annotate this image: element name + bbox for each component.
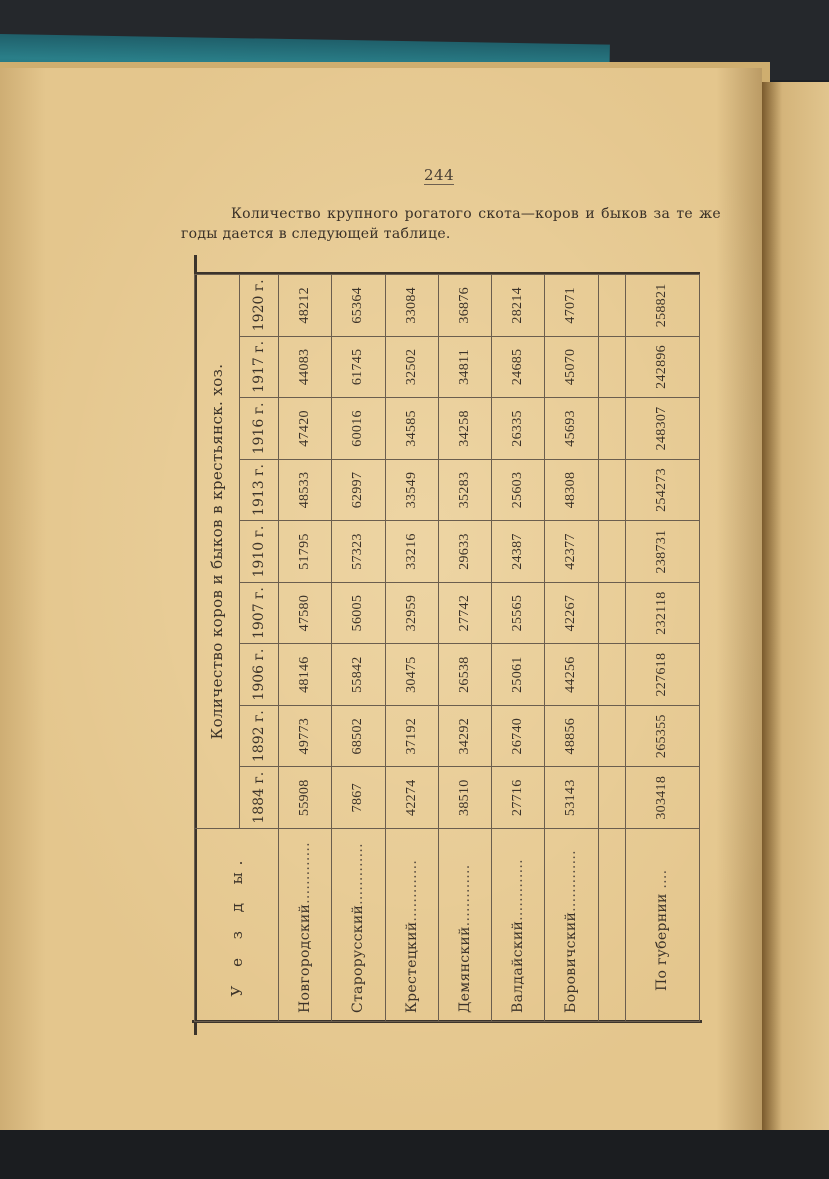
total-cell: 232118 bbox=[625, 582, 699, 644]
table-row bbox=[545, 275, 598, 1022]
table-cell: 55842 bbox=[332, 644, 385, 706]
table-cell: 48856 bbox=[545, 705, 598, 767]
page-number: 244 bbox=[424, 166, 455, 184]
table-cell: 26538 bbox=[438, 644, 491, 706]
table-cell: 25061 bbox=[492, 644, 545, 706]
table-cell: 34292 bbox=[438, 705, 491, 767]
year-header: 1917 г. bbox=[240, 336, 279, 398]
next-page-edge bbox=[762, 82, 829, 1130]
table-cell: 30475 bbox=[385, 644, 438, 706]
group-header: Количество коров и быков в крестьянск. хоз. bbox=[195, 275, 240, 829]
intro-paragraph: Количество крупного рогатого скота—коров и быков за те же годы дается в следующей таблице. bbox=[181, 206, 721, 242]
table-cell: 44256 bbox=[545, 644, 598, 706]
total-cell: 242896 bbox=[625, 336, 699, 398]
total-cell: 227618 bbox=[625, 644, 699, 706]
table-cell: 27716 bbox=[492, 767, 545, 829]
year-header: 1907 г. bbox=[240, 582, 279, 644]
table-cell: 36876 bbox=[438, 275, 491, 337]
table-cell: 26335 bbox=[492, 398, 545, 460]
table-cell: 29633 bbox=[438, 521, 491, 583]
table-cell: 45693 bbox=[545, 398, 598, 460]
year-header: 1892 г. bbox=[240, 705, 279, 767]
table-cell: 24685 bbox=[492, 336, 545, 398]
year-header: 1916 г. bbox=[240, 398, 279, 460]
table-cell: 48212 bbox=[279, 275, 332, 337]
table-cell: 24387 bbox=[492, 521, 545, 583]
districts-header: У е з д ы. bbox=[195, 829, 279, 1022]
table-cell: 33549 bbox=[385, 459, 438, 521]
table-cell: 7867 bbox=[332, 767, 385, 829]
total-cell: 254273 bbox=[625, 459, 699, 521]
table-row bbox=[385, 275, 438, 1022]
table-cell: 38510 bbox=[438, 767, 491, 829]
year-header: 1913 г. bbox=[240, 459, 279, 521]
year-header: 1910 г. bbox=[240, 521, 279, 583]
total-row bbox=[625, 275, 699, 1022]
table-row bbox=[332, 275, 385, 1022]
page-number-underline bbox=[424, 184, 454, 185]
table-cell: 56005 bbox=[332, 582, 385, 644]
table-cell: 48308 bbox=[545, 459, 598, 521]
table-cell: 42267 bbox=[545, 582, 598, 644]
year-header: 1920 г. bbox=[240, 275, 279, 337]
table-row bbox=[492, 275, 545, 1022]
district-name: Валдайский bbox=[510, 920, 527, 1013]
cattle-table bbox=[194, 274, 700, 1022]
table-cell: 47071 bbox=[545, 275, 598, 337]
dot-leader: ............. bbox=[350, 843, 367, 905]
table-cell: 60016 bbox=[332, 398, 385, 460]
table-cell: 51795 bbox=[279, 521, 332, 583]
table-row bbox=[438, 275, 491, 1022]
table-cell: 33084 bbox=[385, 275, 438, 337]
district-name: Демянский bbox=[456, 926, 473, 1013]
table-cell: 48146 bbox=[279, 644, 332, 706]
table-cell: 35283 bbox=[438, 459, 491, 521]
table-cell: 27742 bbox=[438, 582, 491, 644]
dot-leader: .... bbox=[654, 869, 671, 894]
table-cell: 49773 bbox=[279, 705, 332, 767]
total-cell: 303418 bbox=[625, 767, 699, 829]
table-cell: 25603 bbox=[492, 459, 545, 521]
dot-leader: ............. bbox=[563, 850, 580, 912]
table-cell: 26740 bbox=[492, 705, 545, 767]
table-cell: 45070 bbox=[545, 336, 598, 398]
district-name: Новгородский bbox=[297, 903, 314, 1013]
table-cell: 48533 bbox=[279, 459, 332, 521]
table-cell: 33216 bbox=[385, 521, 438, 583]
district-name: Боровичский bbox=[563, 911, 580, 1013]
dot-leader: ............. bbox=[403, 859, 420, 922]
table-cell: 42274 bbox=[385, 767, 438, 829]
table-cell: 32502 bbox=[385, 336, 438, 398]
table-cell: 34811 bbox=[438, 336, 491, 398]
table-cell: 61745 bbox=[332, 336, 385, 398]
total-cell: 248307 bbox=[625, 398, 699, 460]
table-cell: 55908 bbox=[279, 767, 332, 829]
table-cell: 32959 bbox=[385, 582, 438, 644]
table-cell: 25565 bbox=[492, 582, 545, 644]
table-cell: 34585 bbox=[385, 398, 438, 460]
district-name: Крестецкий bbox=[403, 921, 420, 1013]
spacer-row bbox=[598, 275, 625, 1022]
table-cell: 28214 bbox=[492, 275, 545, 337]
table-cell: 34258 bbox=[438, 398, 491, 460]
total-label: По губернии bbox=[654, 893, 671, 991]
table-cell: 62997 bbox=[332, 459, 385, 521]
table-cell: 47580 bbox=[279, 582, 332, 644]
table-cell: 47420 bbox=[279, 398, 332, 460]
dot-leader: ............. bbox=[510, 859, 527, 921]
year-header: 1884 г. bbox=[240, 767, 279, 829]
table-row bbox=[279, 275, 332, 1022]
table-cell: 44083 bbox=[279, 336, 332, 398]
year-header: 1906 г. bbox=[240, 644, 279, 706]
table-cell: 37192 bbox=[385, 705, 438, 767]
table-cell: 42377 bbox=[545, 521, 598, 583]
table-cell: 57323 bbox=[332, 521, 385, 583]
dot-leader: ............. bbox=[456, 864, 473, 927]
total-cell: 258821 bbox=[625, 275, 699, 337]
dark-background-bottom bbox=[0, 1130, 829, 1179]
table-cell: 65364 bbox=[332, 275, 385, 337]
district-name: Старорусский bbox=[350, 904, 367, 1013]
table-cell: 53143 bbox=[545, 767, 598, 829]
total-cell: 238731 bbox=[625, 521, 699, 583]
table-cell: 68502 bbox=[332, 705, 385, 767]
total-cell: 265355 bbox=[625, 705, 699, 767]
dot-leader: ............. bbox=[297, 842, 314, 904]
